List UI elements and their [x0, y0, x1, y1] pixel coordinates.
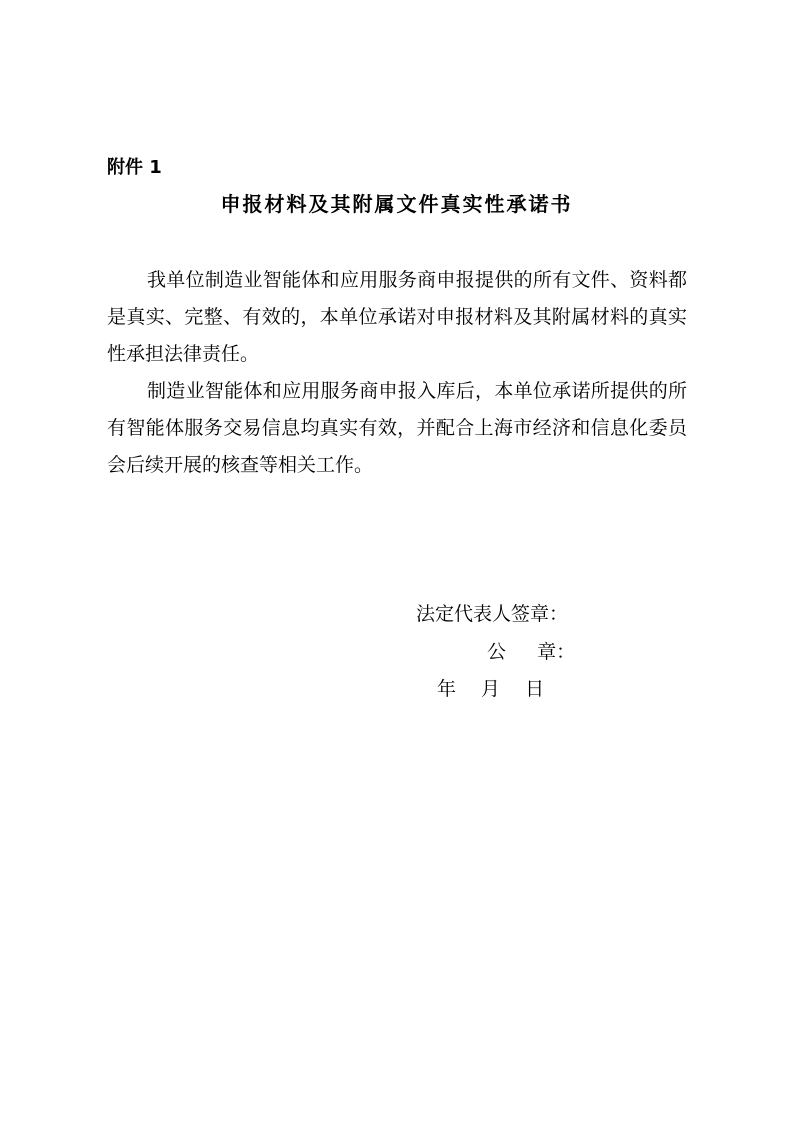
body-paragraph-2: 制造业智能体和应用服务商申报入库后，本单位承诺所提供的所有智能体服务交易信息均真实有效，并配合上海市经济和信息化委员会后续开展的核查等相关工作。	[107, 380, 687, 476]
attachment-label: 附件 1	[107, 157, 162, 178]
date-label: 年 月 日	[437, 678, 545, 700]
official-seal-label: 公 章：	[487, 641, 576, 663]
body-paragraph-1: 我单位制造业智能体和应用服务商申报提供的所有文件、资料都是真实、完整、有效的，本单位承诺对申报材料及其附属材料的真实性承担法律责任。	[107, 269, 687, 365]
document-title: 申报材料及其附属文件真实性承诺书	[220, 192, 573, 216]
legal-representative-signature-label: 法定代表人签章：	[416, 603, 569, 625]
